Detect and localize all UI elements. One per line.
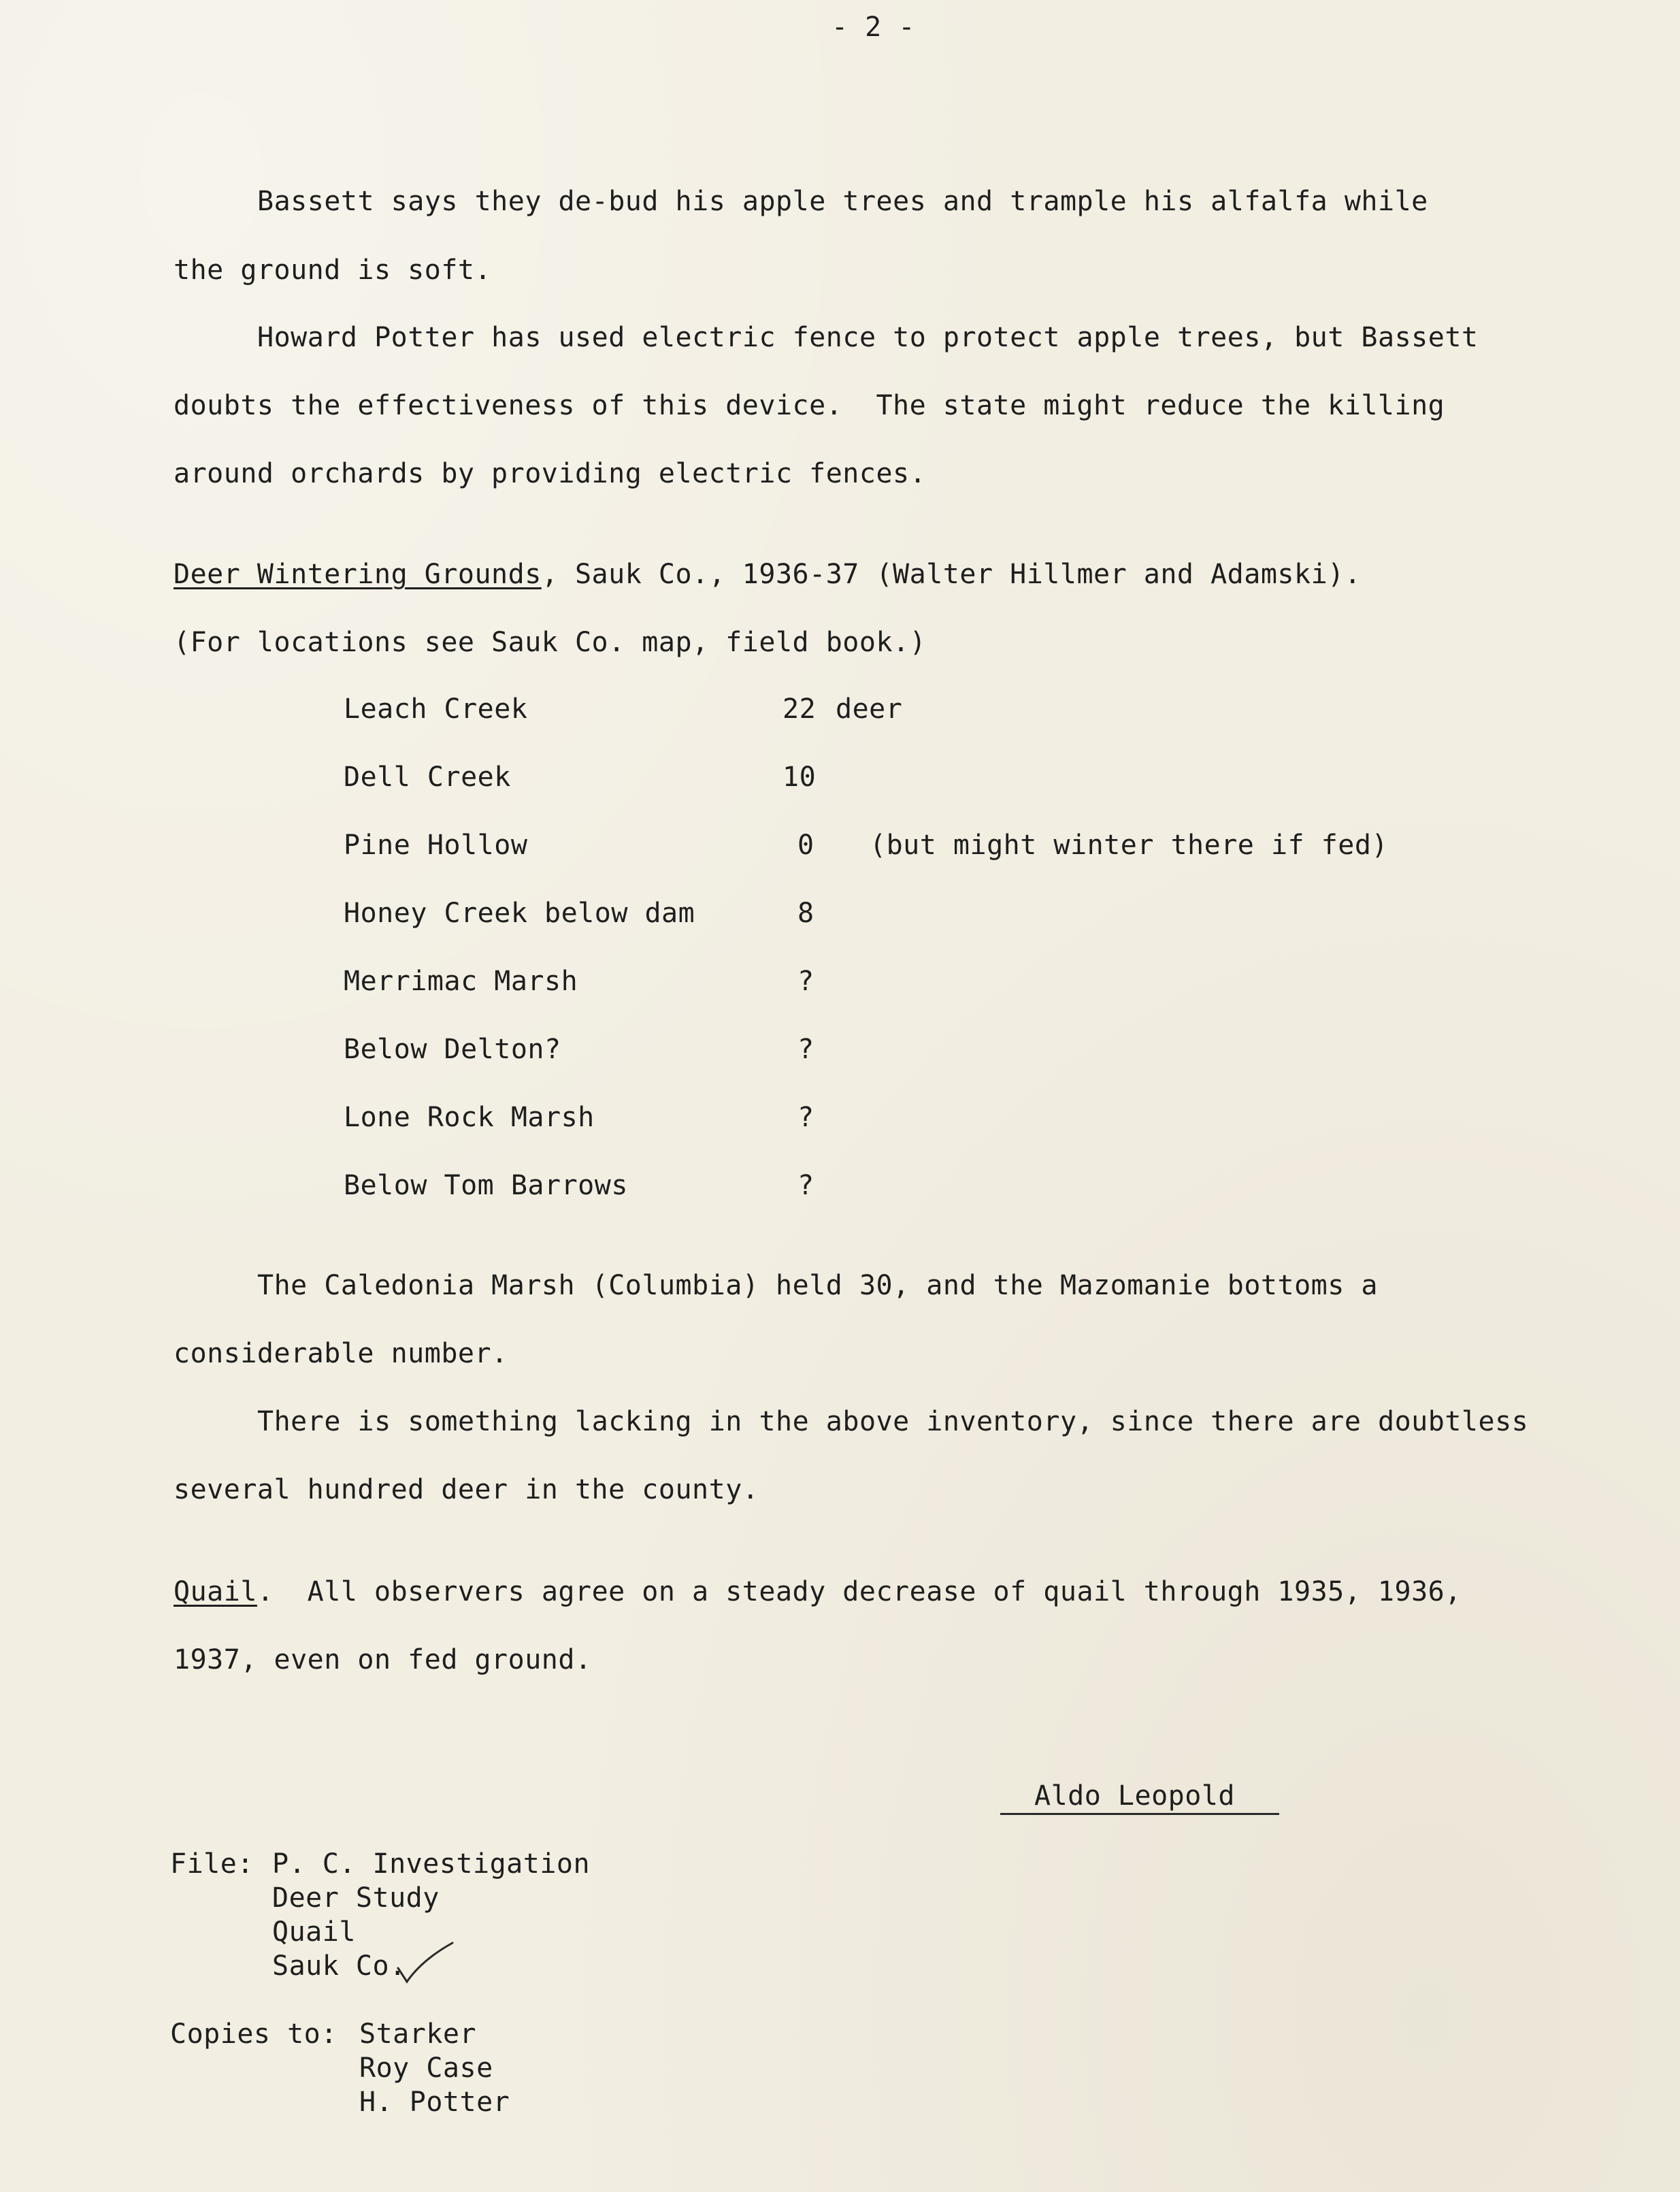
copies-label: Copies to:	[170, 2018, 337, 2050]
signature-name: Aldo Leopold	[1034, 1780, 1235, 1812]
paragraph-line: There is something lacking in the above inventory, since there are doubtless	[257, 1406, 1529, 1437]
table-count: 22	[783, 693, 817, 725]
deer-section-subheading: (For locations see Sauk Co. map, field book.)	[174, 627, 927, 658]
copies-item: H. Potter	[359, 2087, 510, 2118]
table-note: (but might winter there if fed)	[870, 830, 1389, 861]
quail-section-text: . All observers agree on a steady decrease of quail through 1935, 1936,	[257, 1576, 1462, 1607]
copies-item: Starker	[359, 2018, 477, 2050]
table-location: Dell Creek	[344, 762, 511, 793]
paragraph-line: 1937, even on fed ground.	[174, 1644, 592, 1675]
table-location: Lone Rock Marsh	[344, 1102, 595, 1133]
file-item: Quail	[272, 1916, 356, 1948]
paragraph-line: Howard Potter has used electric fence to protect apple trees, but Bassett	[257, 322, 1479, 353]
table-count: ?	[797, 966, 814, 997]
table-count: 0	[797, 830, 814, 861]
table-note: deer	[836, 693, 903, 725]
table-count: ?	[797, 1102, 814, 1133]
file-item: Sauk Co.	[272, 1950, 406, 1982]
deer-section-heading: Deer Wintering Grounds	[174, 559, 542, 590]
paragraph-line: Bassett says they de-bud his apple trees and trample his alfalfa while	[257, 186, 1428, 217]
page-number: - 2 -	[831, 12, 915, 43]
table-location: Honey Creek below dam	[344, 898, 695, 929]
paragraph-line: considerable number.	[174, 1338, 508, 1369]
table-location: Below Delton?	[344, 1034, 561, 1065]
paragraph-line: doubts the effectiveness of this device. The state might reduce the killing	[174, 390, 1445, 421]
quail-section-heading: Quail	[174, 1576, 257, 1607]
table-location: Merrimac Marsh	[344, 966, 578, 997]
file-item: P. C. Investigation	[272, 1848, 591, 1880]
table-location: Below Tom Barrows	[344, 1170, 628, 1201]
file-item: Deer Study	[272, 1882, 440, 1914]
deer-section-heading-line	[174, 558, 1361, 591]
paragraph-line: several hundred deer in the county.	[174, 1474, 759, 1505]
copies-item: Roy Case	[359, 2052, 493, 2084]
table-count: ?	[797, 1170, 814, 1201]
table-count: 8	[797, 898, 814, 929]
paragraph-line: The Caledonia Marsh (Columbia) held 30, and the Mazomanie bottoms a	[257, 1270, 1378, 1301]
file-label: File:	[170, 1848, 254, 1880]
table-location: Leach Creek	[344, 693, 528, 725]
paragraph-line: the ground is soft.	[174, 255, 492, 286]
deer-section-heading-rest: , Sauk Co., 1936-37 (Walter Hillmer and Adamski).	[541, 559, 1362, 590]
check-mark-icon	[395, 1940, 456, 1987]
quail-section-line	[174, 1575, 1462, 1608]
paragraph-line: around orchards by providing electric fences.	[174, 458, 927, 489]
table-count: ?	[797, 1034, 814, 1065]
signature-line	[1000, 1813, 1279, 1815]
table-count: 10	[783, 762, 817, 793]
table-location: Pine Hollow	[344, 830, 528, 861]
